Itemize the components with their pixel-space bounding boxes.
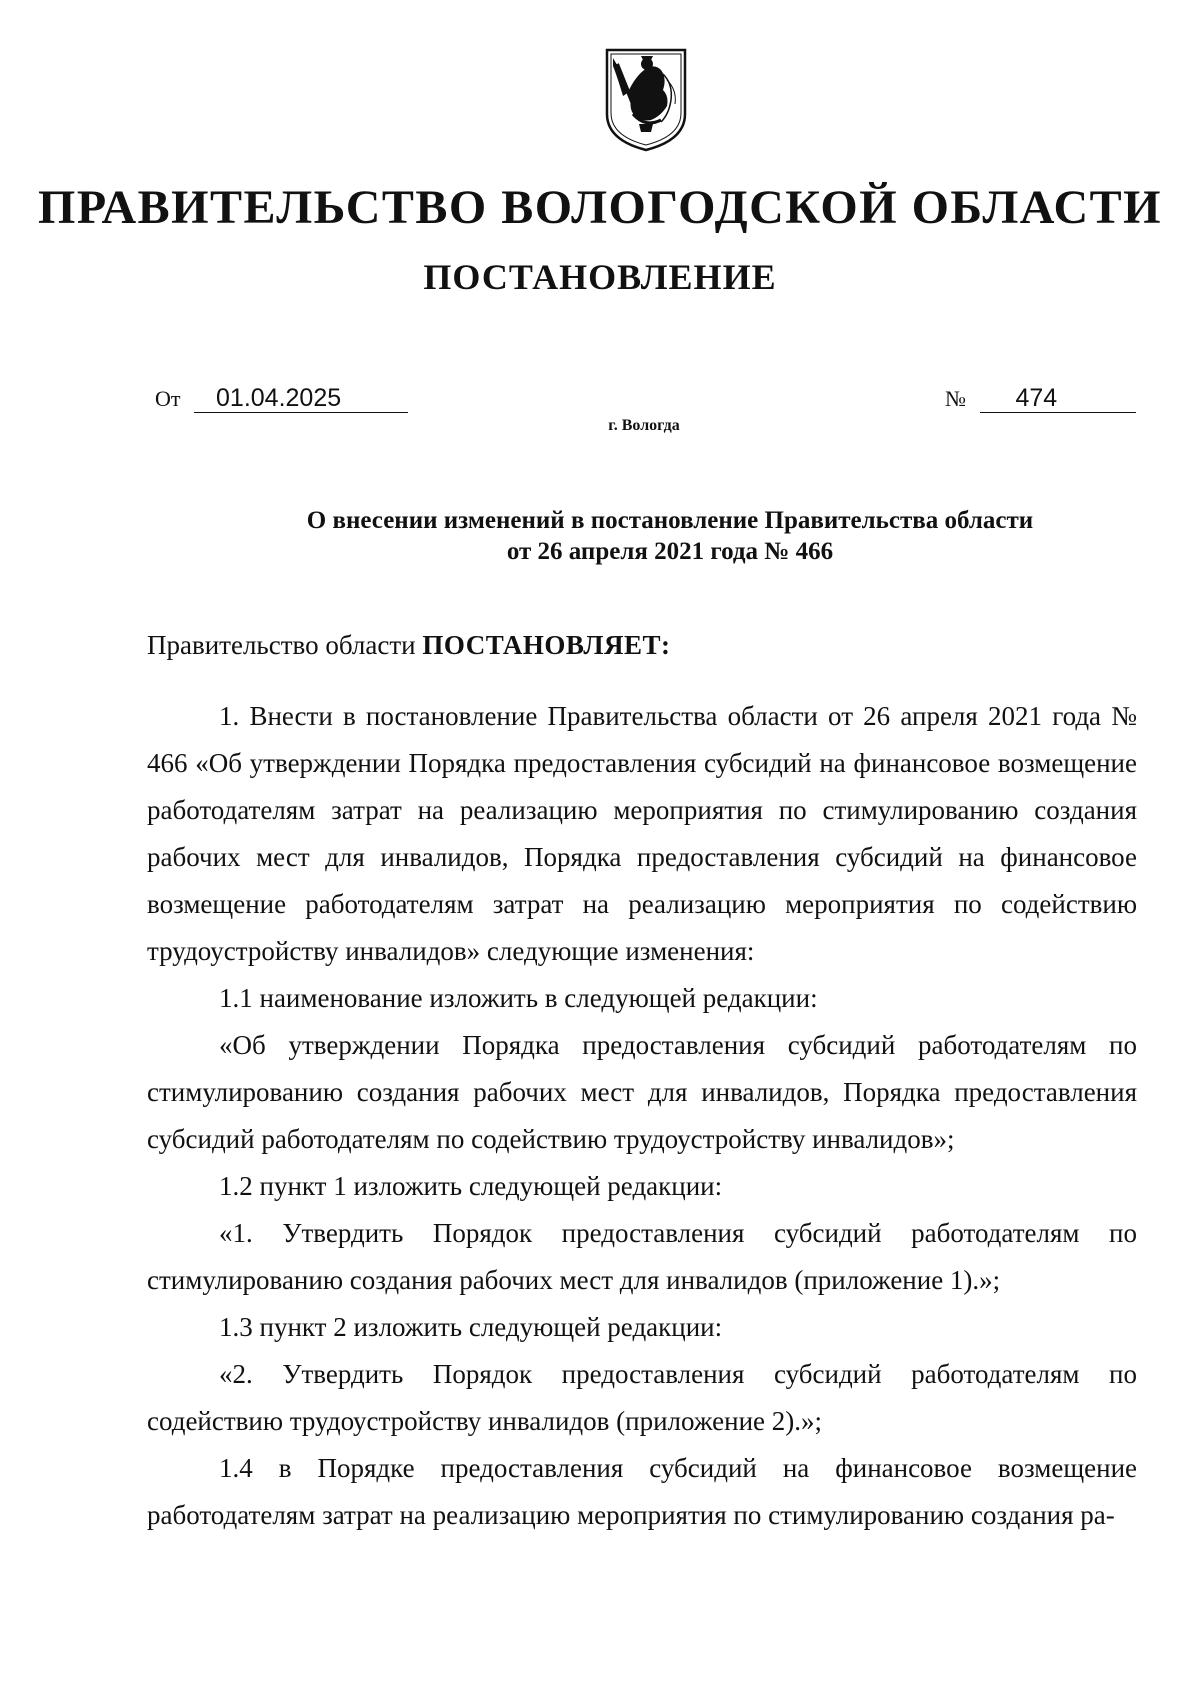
date-row xyxy=(155,384,408,413)
document-number: 474 xyxy=(980,384,1136,413)
document-date: 01.04.2025 xyxy=(194,384,408,413)
decree-statement xyxy=(147,630,670,661)
paragraph: «2. Утвердить Порядок предоставления субсидий работодателям по содействию трудоустройству инвалидов (приложение 2).»; xyxy=(147,1359,1137,1436)
paragraph: «1. Утвердить Порядок предоставления субсидий работодателям по стимулированию создания рабочих мест для инвалидов (приложение 1).»; xyxy=(147,1218,1137,1295)
paragraph: 1.3 пункт 2 изложить следующей редакции: xyxy=(219,1312,723,1342)
coat-of-arms-emblem xyxy=(603,44,689,154)
heading-line-2: от 26 апреля 2021 года № 466 xyxy=(506,538,834,565)
government-title: ПРАВИТЕЛЬСТВО ВОЛОГОДСКОЙ ОБЛАСТИ xyxy=(37,181,1162,234)
paragraph: 1. Внести в постановление Правительства области от 26 апреля 2021 года № 466 «Об утверждении Порядка предоставления субсидий на финансовое возмещение работодателям затрат на реализацию мероприятия по стимулированию создания рабочих мест для инвалидов, Порядка предоставления субсидий на финансовое возмещение работодателям затрат на реализацию мероприятия по содействию трудоустройству инвалидов» следующие изменения: xyxy=(147,701,1137,966)
decree-lead: Правительство области xyxy=(147,630,423,660)
date-prefix: От xyxy=(155,386,181,411)
heading-line-1: О внесении изменений в постановление Правительства области xyxy=(306,507,1034,534)
number-row xyxy=(945,384,1136,413)
decree-verb: ПОСТАНОВЛЯЕТ: xyxy=(422,630,671,660)
number-prefix: № xyxy=(945,386,966,411)
document-type-title: ПОСТАНОВЛЕНИЕ xyxy=(423,257,777,297)
paragraph: «Об утверждении Порядка предоставления субсидий работодателям по стимулированию создания рабочих мест для инвалидов, Порядка предоставления субсидий работодателям по содействию трудоустройству инвалидов»; xyxy=(147,1030,1137,1154)
city-label: г. Вологда xyxy=(608,417,680,434)
document-body xyxy=(147,693,1137,1539)
paragraph: 1.2 пункт 1 изложить следующей редакции: xyxy=(219,1171,723,1201)
document-heading xyxy=(230,505,1110,567)
paragraph: 1.1 наименование изложить в следующей редакции: xyxy=(219,983,818,1013)
paragraph: 1.4 в Порядке предоставления субсидий на финансовое возмещение работодателям затрат на реализацию мероприятия по стимулированию создания ра- xyxy=(147,1453,1137,1530)
